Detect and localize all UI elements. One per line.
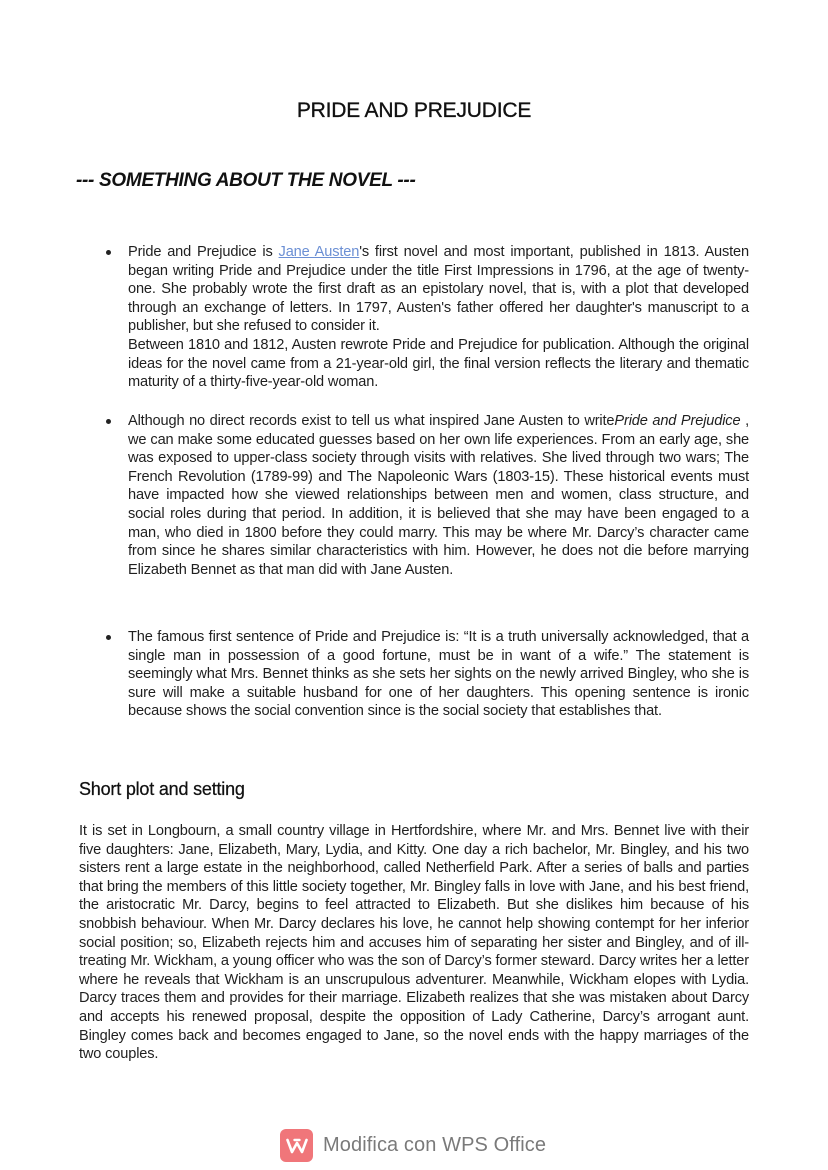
jane-austen-link[interactable]: Jane Austen <box>278 244 360 260</box>
bullet-paragraph: Between 1810 and 1812, Austen rewrote Pride and Prejudice for publication. Although the original ideas for the novel came from a 21-year-old girl, the final version reflects the literary and thematic maturity of a thirty-five-year-old woman. <box>128 336 749 391</box>
bullet-paragraph <box>128 243 749 336</box>
bullet-icon <box>106 250 111 255</box>
bullet-item-first-sentence <box>128 628 749 721</box>
bullet-icon <box>106 419 111 424</box>
wps-logo-icon <box>280 1129 313 1162</box>
text-run: 's first novel and most important, published in 1813. Austen began writing Pride and Prejudice under the title First Impressions in 1796, at the age of twenty-one. She probably wrote the first draft as an epistolary novel, that is, with a plot that developed through an exchange of letters. In 1797, Austen's father offered her daughter's manuscript to a publisher, but she refused to consider it. <box>128 244 749 335</box>
bullet-paragraph: The famous first sentence of Pride and Prejudice is: “It is a truth universally acknowledged, that a single man in possession of a good fortune, must be in want of a wife.” The statement is seemingly what Mrs. Bennet thinks as she sets her sights on the newly arrived Bingley, who she is sure will make a suitable husband for one of her daughters. This opening sentence is ironic because shows the social convention since is the social society that establishes that. <box>128 629 749 720</box>
bullet-item-publication <box>128 243 749 392</box>
document-subtitle: --- SOMETHING ABOUT THE NOVEL --- <box>76 170 416 191</box>
plot-paragraph: It is set in Longbourn, a small country village in Hertfordshire, where Mr. and Mrs. Bennet live with their five daughters: Jane, Elizabeth, Mary, Lydia, and Kitty. One day a rich bachelor, Mr. Bingley, and his two sisters rent a large estate in the neighborhood, called Netherfield Park. After a series of balls and parties that bring the members of this little society together, Mr. Bingley falls in love with Jane, and his best friend, the aristocratic Mr. Darcy, begins to feel attracted to Elizabeth. But she dislikes him because of his snobbish behaviour. When Mr. Darcy declares his love, he cannot help showing contempt for her inferior social position; so, Elizabeth rejects him and accuses him of separating her sister and Bingley, and of ill-treating Mr. Wickham, a young officer who was the son of Darcy’s former steward. Darcy writes her a letter where he reveals that Wickham is an unscrupulous adventurer. Meanwhile, Wickham elopes with Lydia. Darcy traces them and provides for their marriage. Elizabeth realizes that she was mistaken about Darcy and accepts his renewed proposal, despite the opposition of Lady Catherine, Darcy’s arrogant aunt. Bingley comes back and becomes engaged to Jane, so the novel ends with the happy marriages of the two couples. <box>79 823 749 1063</box>
section-heading: Short plot and setting <box>79 779 245 799</box>
text-run: Although no direct records exist to tell us what inspired Jane Austen to write <box>128 413 615 429</box>
watermark-text: Modifica con WPS Office <box>323 1134 547 1156</box>
bullet-icon <box>106 635 111 640</box>
wps-w-glyph-icon <box>286 1138 308 1154</box>
text-run: , we can make some educated guesses based on her own life experiences. From an early age, she was exposed to upper-class society through visits with relatives. She lived through two wars; The French Revolution (1789-99) and The Napoleonic Wars (1803-15). These historical events must have impacted how she viewed relationships between men and women, class structure, and social roles during that period. In addition, it is believed that she may have been engaged to a man, who died in 1800 before they could marry. This may be where Mr. Darcy’s character came from since he shares similar characteristics with him. However, he does not die before marrying Elizabeth Bennet as that man did with Jane Austen. <box>128 413 749 578</box>
text-run: Pride and Prejudice is <box>128 244 279 260</box>
italic-title: Pride and Prejudice <box>614 413 741 429</box>
bullet-item-inspiration <box>128 412 749 579</box>
wps-watermark[interactable] <box>280 1129 546 1162</box>
page-title: PRIDE AND PREJUDICE <box>296 99 532 122</box>
bullet-paragraph <box>128 412 749 579</box>
